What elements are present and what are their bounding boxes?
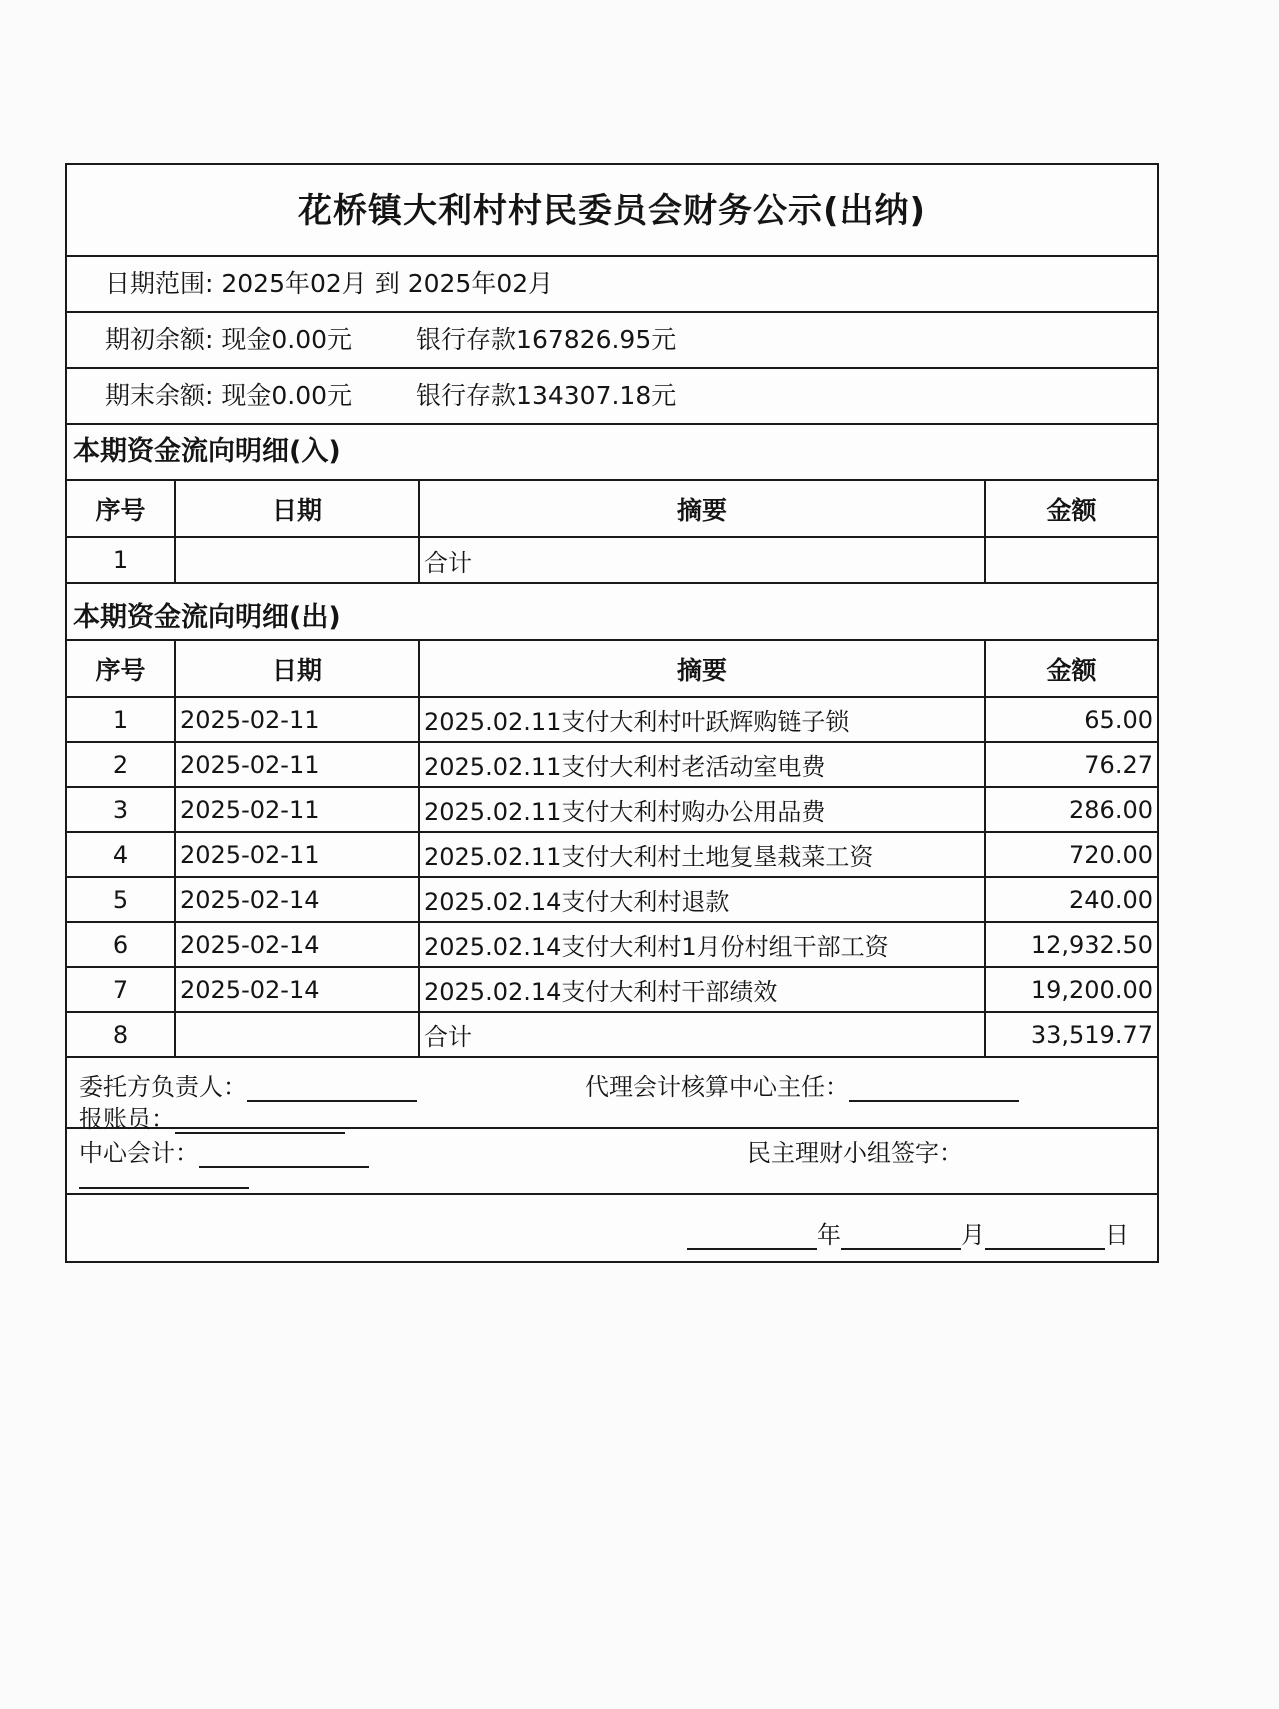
row-no: 1 — [67, 537, 175, 583]
row-summary: 2025.02.11支付大利村土地复垦栽菜工资 — [419, 832, 985, 877]
table-row — [67, 742, 1157, 787]
committee-signature — [747, 1133, 963, 1168]
header-amount: 金额 — [985, 481, 1157, 537]
signature-block-2 — [67, 1129, 1157, 1195]
header-amount: 金额 — [985, 641, 1157, 697]
date-range-row — [67, 257, 1157, 313]
row-summary: 2025.02.14支付大利村退款 — [419, 877, 985, 922]
date-range-text: 日期范围: 2025年02月 到 2025年02月 — [105, 269, 554, 298]
year-line — [687, 1224, 817, 1250]
row-amount: 720.00 — [985, 832, 1157, 877]
row-date — [175, 1012, 419, 1057]
row-amount: 33,519.77 — [985, 1012, 1157, 1057]
principal-signature — [79, 1067, 417, 1102]
center-accountant-label: 中心会计： — [79, 1139, 199, 1167]
row-date: 2025-02-11 — [175, 787, 419, 832]
row-amount — [985, 537, 1157, 583]
closing-cash: 期末余额: 现金0.00元 — [105, 381, 353, 410]
year-label: 年 — [817, 1221, 841, 1249]
expense-section-title: 本期资金流向明细(出) — [67, 585, 1157, 641]
table-row — [67, 787, 1157, 832]
center-accountant-line — [199, 1142, 369, 1168]
table-row — [67, 537, 1157, 583]
expense-table — [67, 641, 1157, 1058]
row-summary: 2025.02.14支付大利村干部绩效 — [419, 967, 985, 1012]
row-amount: 65.00 — [985, 697, 1157, 742]
opening-bank: 银行存款167826.95元 — [416, 325, 677, 354]
row-amount: 12,932.50 — [985, 922, 1157, 967]
row-date — [175, 537, 419, 583]
month-label: 月 — [961, 1221, 985, 1249]
income-header-row — [67, 481, 1157, 537]
row-no: 2 — [67, 742, 175, 787]
row-no: 1 — [67, 697, 175, 742]
header-no: 序号 — [67, 481, 175, 537]
row-summary: 2025.02.11支付大利村老活动室电费 — [419, 742, 985, 787]
row-amount: 240.00 — [985, 877, 1157, 922]
day-label: 日 — [1105, 1221, 1129, 1249]
row-date: 2025-02-14 — [175, 922, 419, 967]
principal-label: 委托方负责人： — [79, 1073, 247, 1101]
row-date: 2025-02-11 — [175, 742, 419, 787]
day-line — [985, 1224, 1105, 1250]
row-amount: 19,200.00 — [985, 967, 1157, 1012]
row-summary: 合计 — [419, 537, 985, 583]
header-date: 日期 — [175, 641, 419, 697]
center-director-label: 代理会计核算中心主任： — [585, 1073, 849, 1101]
committee-label: 民主理财小组签字： — [747, 1139, 963, 1167]
row-date: 2025-02-14 — [175, 967, 419, 1012]
header-summary: 摘要 — [419, 481, 985, 537]
header-date: 日期 — [175, 481, 419, 537]
table-row — [67, 967, 1157, 1012]
signature-block-1 — [67, 1059, 1157, 1133]
row-date: 2025-02-11 — [175, 832, 419, 877]
table-row — [67, 697, 1157, 742]
row-no: 7 — [67, 967, 175, 1012]
table-row — [67, 877, 1157, 922]
income-section-title: 本期资金流向明细(入) — [67, 425, 1157, 481]
row-no: 8 — [67, 1012, 175, 1057]
row-amount: 76.27 — [985, 742, 1157, 787]
center-director-signature — [585, 1067, 1019, 1102]
header-no: 序号 — [67, 641, 175, 697]
row-date: 2025-02-11 — [175, 697, 419, 742]
month-line — [841, 1224, 961, 1250]
document-title: 花桥镇大利村村民委员会财务公示(出纳) — [67, 165, 1157, 257]
row-no: 3 — [67, 787, 175, 832]
row-no: 6 — [67, 922, 175, 967]
row-date: 2025-02-14 — [175, 877, 419, 922]
reimburser-label: 报账员： — [79, 1105, 175, 1133]
sign-date — [687, 1215, 1129, 1250]
expense-header-row — [67, 641, 1157, 697]
center-accountant-signature — [79, 1133, 369, 1168]
row-summary: 合计 — [419, 1012, 985, 1057]
closing-bank: 银行存款134307.18元 — [416, 381, 677, 410]
header-summary: 摘要 — [419, 641, 985, 697]
finance-notice-sheet — [65, 163, 1159, 1263]
table-row — [67, 1012, 1157, 1057]
extra-signature-line — [79, 1173, 249, 1189]
row-no: 4 — [67, 832, 175, 877]
closing-balance-row — [67, 369, 1157, 425]
income-table — [67, 481, 1157, 584]
row-amount: 286.00 — [985, 787, 1157, 832]
row-no: 5 — [67, 877, 175, 922]
opening-balance-row — [67, 313, 1157, 369]
row-summary: 2025.02.11支付大利村购办公用品费 — [419, 787, 985, 832]
table-row — [67, 922, 1157, 967]
row-summary: 2025.02.14支付大利村1月份村组干部工资 — [419, 922, 985, 967]
date-sign-row — [67, 1195, 1157, 1261]
opening-cash: 期初余额: 现金0.00元 — [105, 325, 353, 354]
row-summary: 2025.02.11支付大利村叶跃辉购链子锁 — [419, 697, 985, 742]
center-director-line — [849, 1076, 1019, 1102]
table-row — [67, 832, 1157, 877]
